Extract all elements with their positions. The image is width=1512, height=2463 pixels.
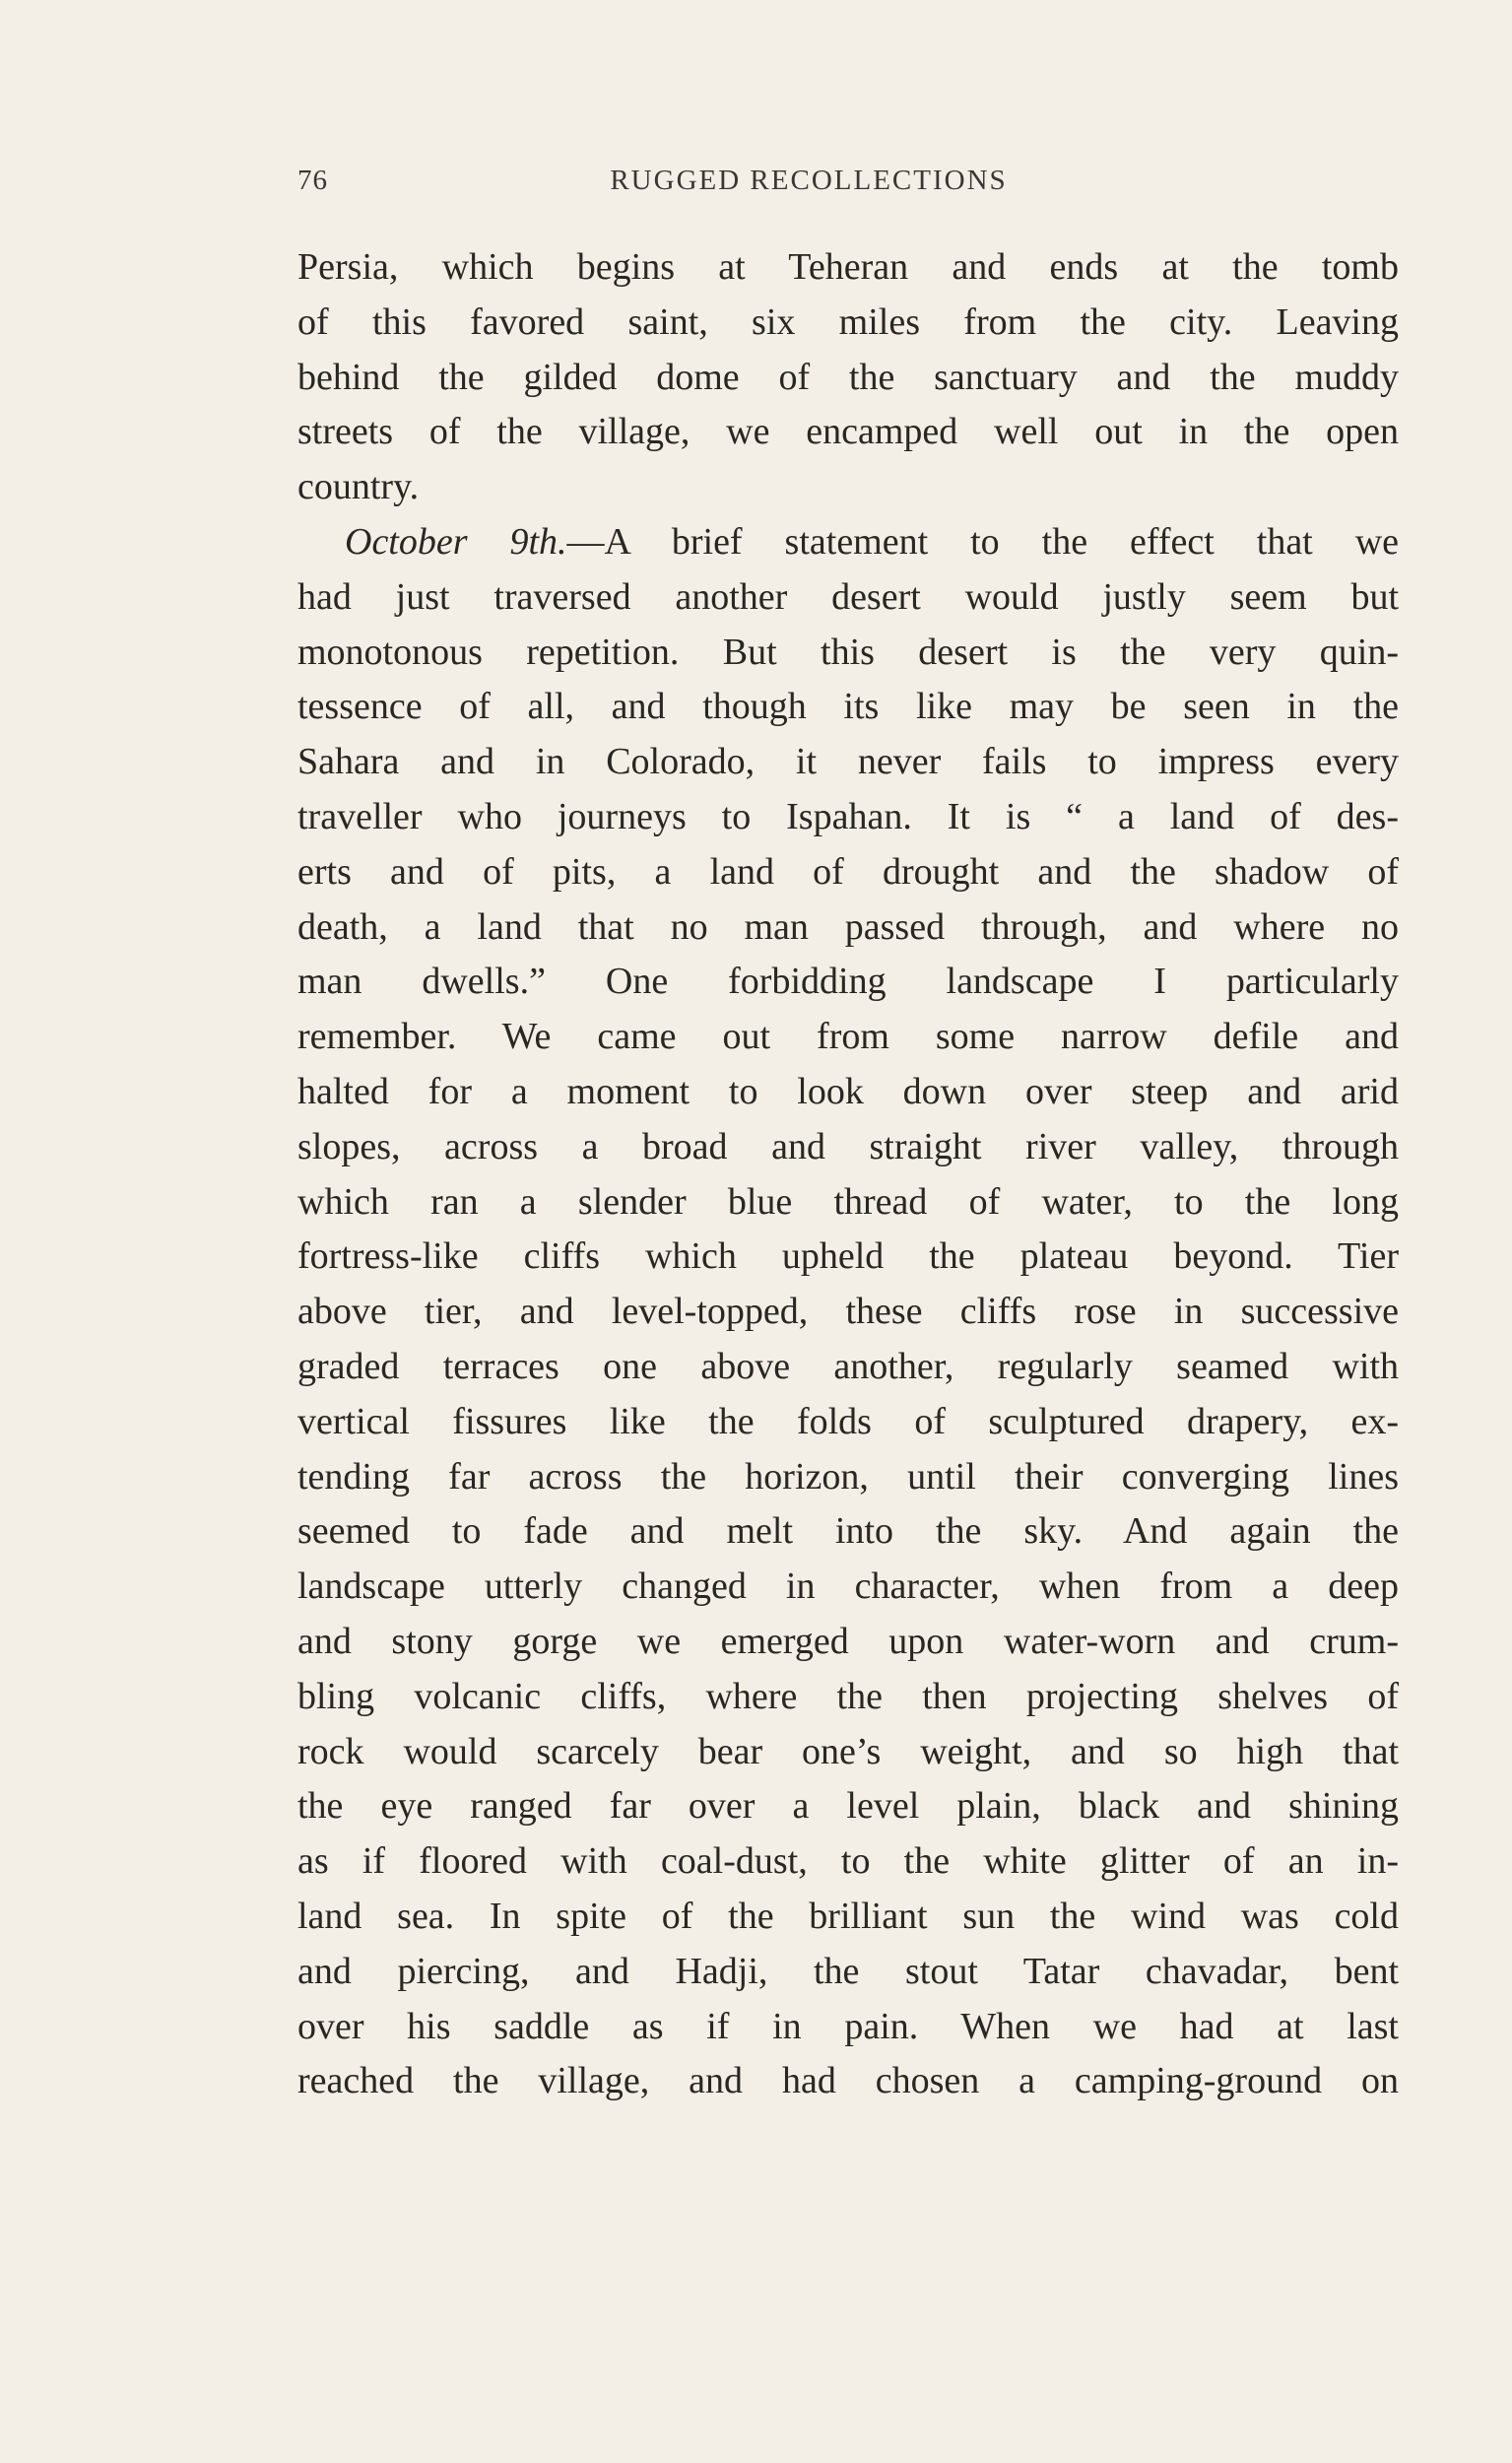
text-line: halted for a moment to look down over steep and arid: [297, 1070, 1399, 1112]
text-line: tending far across the horizon, until their converging lines: [297, 1455, 1399, 1498]
text-line: of this favored saint, six miles from the city. Leaving: [297, 300, 1399, 343]
text-line: traveller who journeys to Ispahan. It is “ a land of des-: [297, 795, 1399, 837]
running-title: RUGGED RECOLLECTIONS: [610, 165, 1008, 196]
text-line: country.: [297, 466, 420, 508]
text-line: death, a land that no man passed through, and where no: [297, 905, 1399, 948]
page-number: 76: [297, 165, 328, 196]
date-heading: October 9th.: [345, 520, 567, 563]
text-line: as if floored with coal-dust, to the white glitter of an in-: [297, 1840, 1399, 1883]
text-line: vertical fissures like the folds of sculptured drapery, ex-: [297, 1400, 1399, 1442]
text-line: erts and of pits, a land of drought and the shadow of: [297, 850, 1399, 893]
text-line: landscape utterly changed in character, when from a deep: [297, 1565, 1399, 1608]
text-line: Persia, which begins at Teheran and ends at the tomb: [297, 246, 1399, 288]
text-line: behind the gilded dome of the sanctuary and the muddy: [297, 356, 1399, 398]
text-line: Sahara and in Colorado, it never fails to impress every: [297, 741, 1399, 783]
text-line: remember. We came out from some narrow defile and: [297, 1016, 1399, 1058]
text-line: and stony gorge we emerged upon water-worn and crum-: [297, 1620, 1399, 1662]
text-line: bling volcanic cliffs, where the then projecting shelves of: [297, 1675, 1399, 1717]
body-text: [297, 240, 1399, 2109]
text-line: had just traversed another desert would justly seem but: [297, 575, 1399, 618]
running-head: [297, 161, 1399, 200]
text-line: slopes, across a broad and straight river valley, through: [297, 1125, 1399, 1167]
text-line-date-entry: [297, 515, 1399, 570]
text-line: reached the village, and had chosen a camping-ground on: [297, 2060, 1399, 2102]
text-line: land sea. In spite of the brilliant sun the wind was cold: [297, 1895, 1399, 1937]
text-line: which ran a slender blue thread of water, to the long: [297, 1180, 1399, 1223]
text-line: rock would scarcely bear one’s weight, and so high that: [297, 1730, 1399, 1772]
text-line: seemed to fade and melt into the sky. And again the: [297, 1510, 1399, 1553]
text-line: the eye ranged far over a level plain, black and shining: [297, 1785, 1399, 1828]
text-line: streets of the village, we encamped well out in the open: [297, 411, 1399, 453]
text-line: monotonous repetition. But this desert is the very quin-: [297, 631, 1399, 673]
text-line: man dwells.” One forbidding landscape I particularly: [297, 961, 1399, 1003]
text-line: and piercing, and Hadji, the stout Tatar chavadar, bent: [297, 1950, 1399, 1992]
text-line-rest: —A brief statement to the effect that we: [566, 520, 1400, 563]
text-line: over his saddle as if in pain. When we had at last: [297, 2005, 1399, 2047]
text-line: fortress-like cliffs which upheld the plateau beyond. Tier: [297, 1235, 1399, 1278]
text-line: graded terraces one above another, regularly seamed with: [297, 1345, 1399, 1387]
text-line: above tier, and level-topped, these cliffs rose in successive: [297, 1291, 1399, 1333]
text-line: tessence of all, and though its like may be seen in the: [297, 686, 1399, 728]
